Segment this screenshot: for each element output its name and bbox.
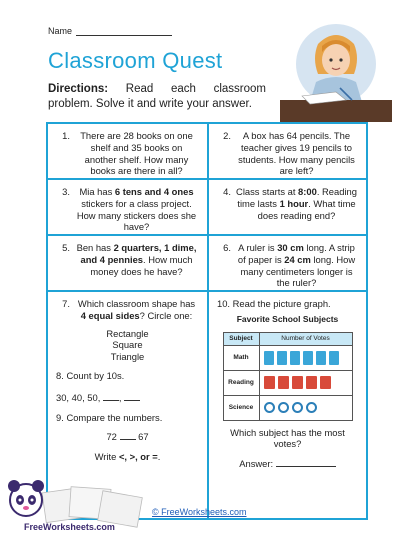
calculator-icon	[290, 351, 300, 365]
page-title: Classroom Quest	[48, 48, 223, 73]
name-line	[76, 27, 172, 36]
answer-field[interactable]: Answer:	[217, 458, 358, 470]
book-icon	[306, 376, 317, 389]
problem-4: 4. Class starts at 8:00. Reading time lasts 1 hour. What time does reading end?	[207, 180, 366, 234]
problem-5: 5. Ben has 2 quarters, 1 dime, and 4 pennies. How much money does he have?	[62, 242, 197, 277]
graph-col-subject: Subject	[224, 333, 260, 345]
magnifier-icon	[278, 402, 289, 413]
book-icon	[320, 376, 331, 389]
graph-title: Favorite School Subjects	[236, 313, 339, 324]
problem-6: 6. A ruler is 30 cm long. A strip of paper is 24 cm long. How many centimeters longer is the ruler?	[207, 236, 366, 290]
problem-grid	[46, 122, 368, 520]
choice-square[interactable]: Square	[112, 339, 143, 351]
problem-1: 1. There are 28 books on one shelf and 35 books on another shelf. How many books are there in all?	[62, 130, 193, 177]
compare-numbers: 72 67	[106, 431, 149, 443]
magnifier-icon	[264, 402, 275, 413]
problem-7: 7. Which classroom shape has 4 equal sides? Circle one:	[62, 298, 196, 321]
problem-3: 3. Mia has 6 tens and 4 ones stickers for a class project. How many stickers does she have?	[62, 186, 197, 233]
logo-text: FreeWorksheets.com	[24, 522, 115, 532]
book-icon	[264, 376, 275, 389]
student-writing-illustration	[270, 22, 392, 122]
graph-col-votes: Number of Votes	[281, 334, 330, 342]
directions-text: Read each classroom problem. Solve it and write your answer.	[48, 83, 266, 110]
picture-graph	[223, 332, 353, 421]
shape-choices	[56, 328, 199, 363]
graph-row-math: Math	[224, 345, 352, 370]
magnifier-icon	[292, 402, 303, 413]
problem-2: 2. A box has 64 pencils. The teacher gives 19 pencils to students. How many pencils are left?	[207, 124, 366, 178]
directions	[48, 82, 266, 112]
name-label: Name	[48, 26, 73, 36]
calculator-icon	[316, 351, 326, 365]
count-sequence: 30, 40, 50, ,	[56, 392, 199, 404]
compare-instructions: Write <, >, or =.	[94, 451, 161, 463]
graph-question: Which subject has the most votes?	[230, 426, 345, 450]
choice-rectangle[interactable]: Rectangle	[106, 327, 149, 339]
footer-link[interactable]: © FreeWorksheets.com	[152, 507, 247, 517]
problem-8: 8. Count by 10s.	[56, 370, 125, 382]
choice-triangle[interactable]: Triangle	[110, 350, 145, 362]
book-icon	[278, 376, 289, 389]
graph-row-science: Science	[224, 395, 352, 420]
graph-row-reading: Reading	[224, 370, 352, 395]
book-icon	[292, 376, 303, 389]
problem-9: 9. Compare the numbers.	[56, 411, 163, 423]
calculator-icon	[303, 351, 313, 365]
directions-label: Directions:	[48, 83, 109, 95]
name-field	[48, 26, 172, 36]
magnifier-icon	[306, 402, 317, 413]
calculator-icon	[277, 351, 287, 365]
calculator-icon	[329, 351, 339, 365]
problem-10: 10. Read the picture graph. Favorite School Subjects Subject Number of Votes Math Reading Science Which subject has the most votes? Answer:	[207, 292, 366, 518]
calculator-icon	[264, 351, 274, 365]
